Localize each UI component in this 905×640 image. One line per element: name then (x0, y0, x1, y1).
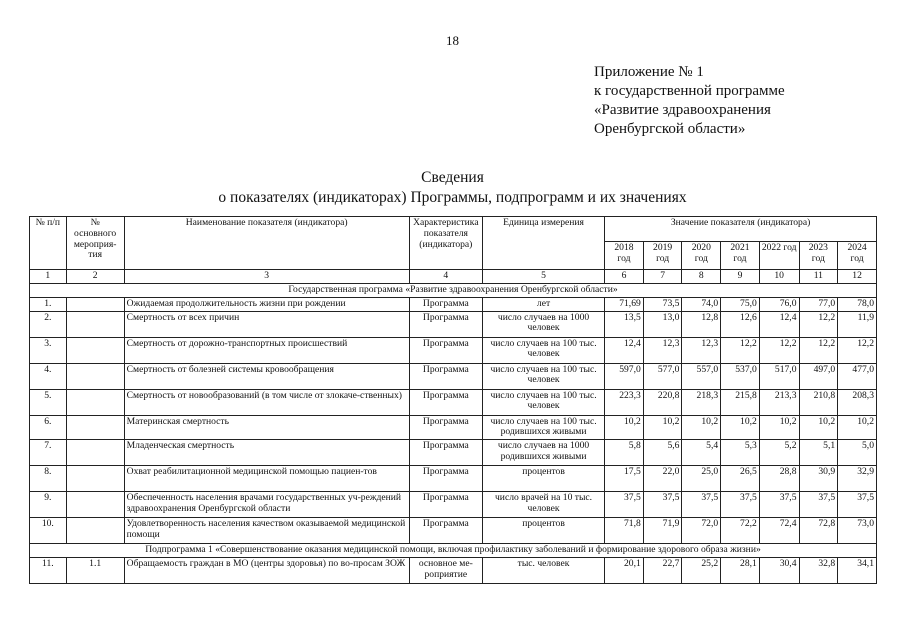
table-row (30, 518, 877, 544)
row-indicator-name: Смертность от болезней системы кровообращения (124, 363, 409, 389)
row-number: 11. (30, 557, 67, 583)
row-value: 73,5 (643, 297, 682, 311)
row-value: 12,3 (682, 337, 721, 363)
row-value: 72,4 (759, 518, 799, 544)
row-characteristic: Программа (409, 492, 482, 518)
row-value: 497,0 (799, 363, 838, 389)
row-indicator-name: Смертность от новообразований (в том числе от злокаче-ственных) (124, 389, 409, 415)
row-value: 71,69 (605, 297, 644, 311)
header-year: 2020 год (682, 242, 721, 270)
row-value: 12,2 (721, 337, 760, 363)
row-value: 22,0 (643, 466, 682, 492)
row-value: 17,5 (605, 466, 644, 492)
column-number: 8 (682, 270, 721, 284)
row-characteristic: Программа (409, 415, 482, 440)
row-value: 577,0 (643, 363, 682, 389)
row-value: 10,2 (643, 415, 682, 440)
row-value: 5,6 (643, 440, 682, 466)
header-year: 2021 год (721, 242, 760, 270)
row-measure-number (66, 492, 124, 518)
row-value: 5,8 (605, 440, 644, 466)
row-value: 597,0 (605, 363, 644, 389)
page-number: 18 (446, 33, 459, 48)
row-unit: число случаев на 1000 родившихся живыми (482, 440, 604, 466)
row-value: 213,3 (759, 389, 799, 415)
header-values: Значение показателя (индикатора) (605, 217, 877, 242)
row-number: 6. (30, 415, 67, 440)
row-value: 218,3 (682, 389, 721, 415)
row-characteristic: Программа (409, 466, 482, 492)
column-number: 12 (838, 270, 877, 284)
row-characteristic: основное ме-роприятие (409, 557, 482, 583)
row-value: 10,2 (799, 415, 838, 440)
column-number: 5 (482, 270, 604, 284)
row-value: 11,9 (838, 311, 877, 337)
row-number: 9. (30, 492, 67, 518)
row-value: 12,4 (605, 337, 644, 363)
row-value: 10,2 (605, 415, 644, 440)
row-value: 26,5 (721, 466, 760, 492)
row-number: 2. (30, 311, 67, 337)
appendix-line-2: к государственной программе (594, 83, 785, 99)
row-characteristic: Программа (409, 311, 482, 337)
row-measure-number (66, 311, 124, 337)
row-unit: тыс. человек (482, 557, 604, 583)
row-indicator-name: Охват реабилитационной медицинской помощью пациен-тов (124, 466, 409, 492)
row-value: 10,2 (682, 415, 721, 440)
row-value: 5,2 (759, 440, 799, 466)
row-value: 5,0 (838, 440, 877, 466)
row-characteristic: Программа (409, 363, 482, 389)
table-row (30, 337, 877, 363)
row-value: 72,0 (682, 518, 721, 544)
row-unit: процентов (482, 518, 604, 544)
column-number: 9 (721, 270, 760, 284)
row-measure-number (66, 440, 124, 466)
table-row (30, 297, 877, 311)
column-number: 1 (30, 270, 67, 284)
row-value: 477,0 (838, 363, 877, 389)
table-row (30, 440, 877, 466)
row-unit: число случаев на 100 тыс. родившихся живыми (482, 415, 604, 440)
table-row (30, 415, 877, 440)
row-value: 5,4 (682, 440, 721, 466)
row-characteristic: Программа (409, 389, 482, 415)
section-state-program-title: Государственная программа «Развитие здравоохранения Оренбургской области» (30, 283, 877, 297)
column-number: 2 (66, 270, 124, 284)
row-unit: число врачей на 10 тыс. человек (482, 492, 604, 518)
row-number: 5. (30, 389, 67, 415)
row-measure-number (66, 415, 124, 440)
header-year: 2018 год (605, 242, 644, 270)
row-indicator-name: Обеспеченность населения врачами государственных уч-реждений здравоохранения Оренбургской области (124, 492, 409, 518)
row-number: 3. (30, 337, 67, 363)
row-value: 5,1 (799, 440, 838, 466)
row-value: 215,8 (721, 389, 760, 415)
row-value: 74,0 (682, 297, 721, 311)
row-value: 37,5 (643, 492, 682, 518)
row-value: 210,8 (799, 389, 838, 415)
row-value: 37,5 (759, 492, 799, 518)
row-value: 12,6 (721, 311, 760, 337)
appendix-block (594, 63, 785, 139)
row-value: 32,9 (838, 466, 877, 492)
row-value: 12,3 (643, 337, 682, 363)
row-value: 71,9 (643, 518, 682, 544)
header-year: 2022 год (759, 242, 799, 270)
row-characteristic: Программа (409, 297, 482, 311)
table-row (30, 389, 877, 415)
heading-line-2: о показателях (индикаторах) Программы, подпрограмм и их значениях (218, 189, 687, 206)
row-indicator-name: Обращаемость граждан в МО (центры здоровья) по во-просам ЗОЖ (124, 557, 409, 583)
row-value: 12,2 (799, 311, 838, 337)
row-measure-number (66, 466, 124, 492)
table-row (30, 492, 877, 518)
row-value: 78,0 (838, 297, 877, 311)
column-number: 7 (643, 270, 682, 284)
row-value: 5,3 (721, 440, 760, 466)
row-value: 517,0 (759, 363, 799, 389)
row-value: 223,3 (605, 389, 644, 415)
row-value: 34,1 (838, 557, 877, 583)
row-value: 32,8 (799, 557, 838, 583)
row-value: 25,0 (682, 466, 721, 492)
row-measure-number (66, 518, 124, 544)
row-value: 12,2 (838, 337, 877, 363)
row-indicator-name: Смертность от дорожно-транспортных происшествий (124, 337, 409, 363)
row-value: 12,2 (759, 337, 799, 363)
section-subprogram-1 (30, 544, 877, 558)
row-characteristic: Программа (409, 337, 482, 363)
table-row (30, 557, 877, 583)
row-number: 8. (30, 466, 67, 492)
row-value: 12,4 (759, 311, 799, 337)
section-subprogram-1-title: Подпрограмма 1 «Совершенствование оказания медицинской помощи, включая профилактику заболеваний и формирование здорового образа жизни» (30, 544, 877, 558)
appendix-line-3: «Развитие здравоохранения (594, 102, 771, 118)
row-value: 75,0 (721, 297, 760, 311)
row-indicator-name: Смертность от всех причин (124, 311, 409, 337)
row-indicator-name: Ожидаемая продолжительность жизни при рождении (124, 297, 409, 311)
table-row (30, 311, 877, 337)
row-value: 22,7 (643, 557, 682, 583)
row-indicator-name: Удовлетворенность населения качеством оказываемой медицинской помощи (124, 518, 409, 544)
row-value: 37,5 (799, 492, 838, 518)
column-number: 3 (124, 270, 409, 284)
column-number: 10 (759, 270, 799, 284)
row-value: 10,2 (721, 415, 760, 440)
row-value: 10,2 (759, 415, 799, 440)
row-unit: число случаев на 1000 человек (482, 311, 604, 337)
row-indicator-name: Материнская смертность (124, 415, 409, 440)
row-value: 557,0 (682, 363, 721, 389)
row-characteristic: Программа (409, 518, 482, 544)
row-value: 28,1 (721, 557, 760, 583)
row-value: 12,8 (682, 311, 721, 337)
indicators-table (29, 216, 877, 584)
row-value: 10,2 (838, 415, 877, 440)
row-value: 208,3 (838, 389, 877, 415)
row-number: 10. (30, 518, 67, 544)
table-row (30, 363, 877, 389)
appendix-line-4: Оренбургской области» (594, 121, 746, 137)
row-value: 37,5 (682, 492, 721, 518)
row-value: 71,8 (605, 518, 644, 544)
header-year: 2023 год (799, 242, 838, 270)
row-indicator-name: Младенческая смертность (124, 440, 409, 466)
row-characteristic: Программа (409, 440, 482, 466)
header-measure-no: № основного мероприя-тия (66, 217, 124, 270)
row-value: 72,8 (799, 518, 838, 544)
row-value: 37,5 (838, 492, 877, 518)
column-number: 6 (605, 270, 644, 284)
header-year: 2019 год (643, 242, 682, 270)
row-measure-number (66, 297, 124, 311)
header-characteristic: Характеристика показателя (индикатора) (409, 217, 482, 270)
header-year: 2024 год (838, 242, 877, 270)
row-unit: число случаев на 100 тыс. человек (482, 337, 604, 363)
row-value: 12,2 (799, 337, 838, 363)
header-no: № п/п (30, 217, 67, 270)
header-unit: Единица измерения (482, 217, 604, 270)
row-measure-number (66, 389, 124, 415)
row-value: 37,5 (721, 492, 760, 518)
row-value: 28,8 (759, 466, 799, 492)
row-value: 37,5 (605, 492, 644, 518)
header-name: Наименование показателя (индикатора) (124, 217, 409, 270)
row-value: 220,8 (643, 389, 682, 415)
row-value: 73,0 (838, 518, 877, 544)
row-measure-number (66, 363, 124, 389)
row-value: 77,0 (799, 297, 838, 311)
row-number: 4. (30, 363, 67, 389)
row-value: 76,0 (759, 297, 799, 311)
row-value: 30,9 (799, 466, 838, 492)
row-measure-number: 1.1 (66, 557, 124, 583)
column-number: 4 (409, 270, 482, 284)
row-unit: число случаев на 100 тыс. человек (482, 389, 604, 415)
section-state-program (30, 283, 877, 297)
row-unit: число случаев на 100 тыс. человек (482, 363, 604, 389)
row-value: 13,0 (643, 311, 682, 337)
table-row (30, 466, 877, 492)
row-unit: лет (482, 297, 604, 311)
row-number: 7. (30, 440, 67, 466)
document-heading (0, 168, 905, 208)
row-value: 30,4 (759, 557, 799, 583)
row-value: 25,2 (682, 557, 721, 583)
row-value: 537,0 (721, 363, 760, 389)
row-unit: процентов (482, 466, 604, 492)
row-value: 20,1 (605, 557, 644, 583)
row-value: 72,2 (721, 518, 760, 544)
row-number: 1. (30, 297, 67, 311)
heading-line-1: Сведения (421, 169, 484, 186)
column-number: 11 (799, 270, 838, 284)
appendix-line-1: Приложение № 1 (594, 64, 704, 80)
row-measure-number (66, 337, 124, 363)
row-value: 13,5 (605, 311, 644, 337)
column-number-row (30, 270, 877, 284)
